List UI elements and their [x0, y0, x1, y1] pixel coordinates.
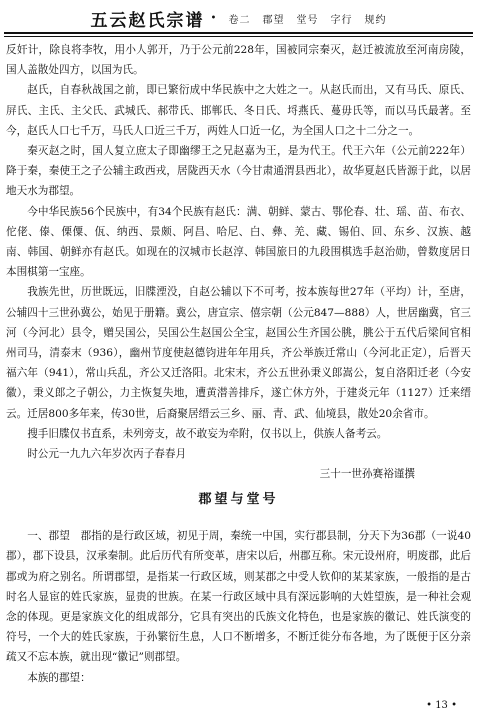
- paragraph: 我族先世，历世既远，旧牒湮没，自赵公辅以下不可考，按本族每世27年（平均）计，至唐，公辅四十三世孙冀公，始见于册籍。冀公，唐宣宗、僖宗朝（公元847—888）人，世居幽冀，官三河（今河北）县令，赠吴国公，吴国公生赵国公全宝，赵国公生齐国公朓，朓公于五代后梁间官相州司马，清泰末（936），幽州节度使赵德钧进年年用兵，齐公举族迁常山（今河北正定），后晋天福六年（941），常山兵乱，齐公又迁洛阳。北宋末，齐公五世孙秉义郎嵩公，复自洛阳迁老（今安徽），秉义郎之子朝公，力主恢复失地，遭黄潜善排斥，遂亡休方外，于建炎元年（1127）迁来缙云。迁居800多年来，传30世，后裔聚居缙云三乡、丽、青、武、仙境县，散处20余省市。: [6, 286, 471, 420]
- book-title: 五云赵氏宗谱: [90, 10, 205, 31]
- preface-body: [6, 40, 471, 484]
- header-rule-thin: [4, 36, 473, 37]
- author-signature: 三十一世孙赛裕谨撰: [319, 468, 415, 481]
- page-number-value: 13: [435, 700, 448, 711]
- paragraph: 本族的郡望：: [27, 671, 91, 684]
- running-header: [0, 4, 477, 32]
- header-section-4: 字行: [330, 14, 353, 26]
- header-separator: •: [210, 12, 217, 24]
- header-section-1: 卷二: [228, 14, 251, 26]
- page-number: [426, 700, 457, 711]
- header-rule-thick: [4, 32, 473, 34]
- section-junwang: [6, 490, 471, 688]
- paragraph: 反奸计，除良将李牧，用小人郭开，乃于公元前228年，国被同宗秦灭，赵迁被流放至河南房陵，国人盖散处四方，以国为氏。: [6, 44, 471, 77]
- paragraph: 一、郡望 郡指的是行政区域，初见于周，秦统一中国，实行郡县制，分天下为36郡（一说40郡），郡下设县，汉承秦制。此后历代有所变革，唐宋以后，州郡互称。宋元设州府，明废郡，此后郡或为府之别名。所谓郡望，是指某一行政区域，则某郡之中受人钦仰的某某家族，一般指的是古时名人显宦的姓氏家族，显贵的世族。在某一行政区域中具有深远影响的大姓望族，是一种社会观念的体现。更是家族文化的组成部分，它具有突出的氏族文化特色，也是家族的徽记、姓氏演变的符号，一个大的姓氏家族，于孙繁衍生息，人口不断增多，不断迁徙分布各地，为了既便于区分亲疏又不忘本族，就出现“徽记”则郡望。: [6, 530, 471, 664]
- paragraph: 秦灭赵之时，国人复立庶太子即幽缪王之兄赵嘉为王，是为代王。代王六年（公元前222年）降于秦，秦使王之子公辅主政西戎，居陇西天水（今甘肃通渭县西北），故华夏赵氏皆源于此，以居地天水为郡望。: [6, 145, 471, 198]
- header-section-2: 郡望: [262, 14, 285, 26]
- page-number-dot-left: •: [426, 700, 436, 711]
- page-number-dot-right: •: [447, 700, 457, 711]
- paragraph: 今中华民族56个民族中，有34个民族有赵氏：满、朝鲜、蒙古、鄂伦春、壮、瑶、苗、布衣、佗佬、傣、傈僳、佤、纳西、景颇、阿昌、哈尼、白、彝、羌、藏、锡伯、回、东乡、汉族、越南、韩国、朝鲜亦有赵氏。如现在的汉城市长赵淳、韩国旅日的九段围棋选手赵治勋，曾数度居日本围棋第一宝座。: [6, 205, 471, 279]
- date-line: 时公元一九九六年岁次丙子春春月: [27, 448, 187, 461]
- section-heading: 郡望与堂号: [198, 492, 279, 507]
- header-section-3: 堂号: [296, 14, 319, 26]
- paragraph: 赵氏，自春秋战国之前，即已繁衍成中华民族中之大姓之一。从赵氏而出，又有马氏、原氏、屏氏、主氏、主父氏、武城氏、郝带氏、邯郸氏、冬日氏、埒燕氏、蔓毋氏等，而以马氏最著。至今，赵氏人口七千万，马氏人口近三千万，两姓人口近一亿，为全国人口之十二分之一。: [6, 84, 471, 137]
- header-section-5: 规约: [364, 14, 387, 26]
- paragraph: 搜手旧牒仅书直系，未列旁支，故不敢妄为牵附，仅书以上，供族人备考云。: [27, 427, 388, 440]
